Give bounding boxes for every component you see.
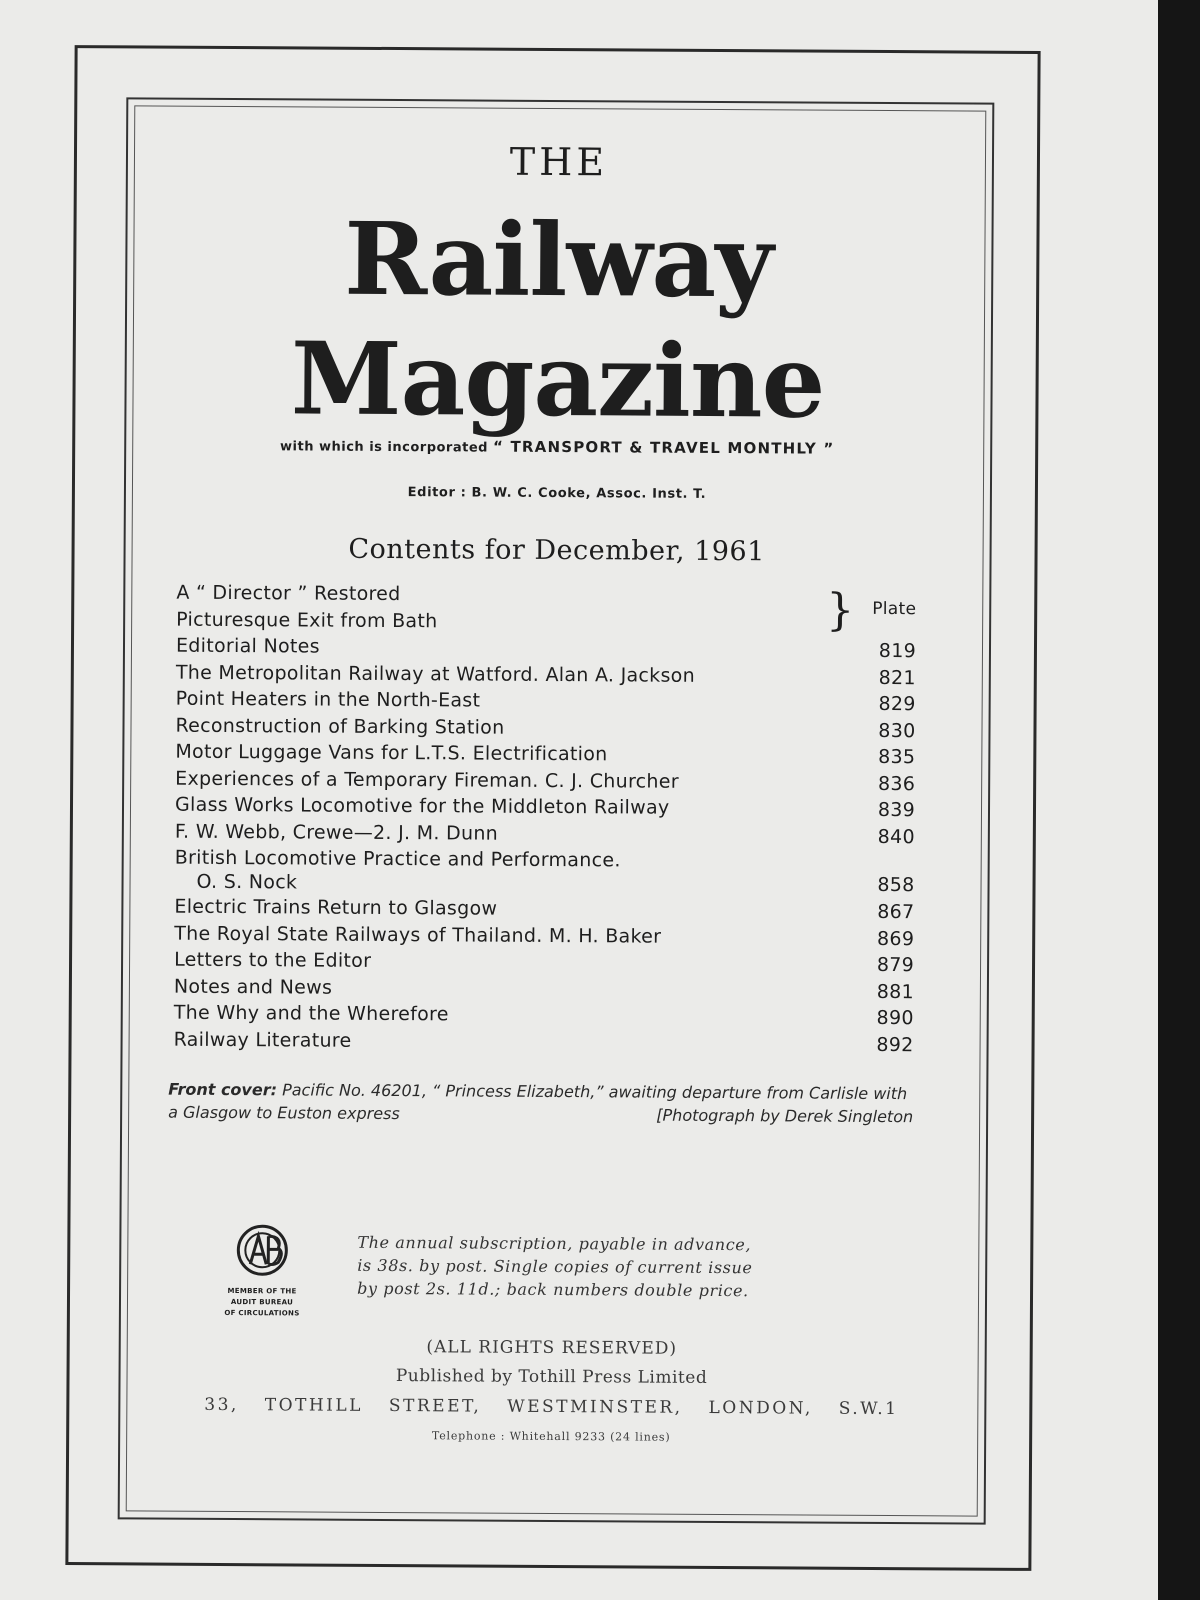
abc-caption <box>212 1286 312 1320</box>
toc-entry-page: 892 <box>876 1033 914 1056</box>
masthead-title-line1: Railway <box>343 199 773 321</box>
abc-emblem-icon <box>212 1218 312 1285</box>
toc-entry-title: Notes and News <box>173 975 333 999</box>
abc-caption-line1: MEMBER OF THE <box>227 1287 297 1296</box>
toc-entry-title: The Why and the Wherefore <box>173 1001 449 1026</box>
toc-entry-title: Motor Luggage Vans for L.T.S. Electrification <box>175 740 608 766</box>
contents-heading: Contents for December, 1961 <box>348 533 765 568</box>
incorporated-prefix: with which is incorporated <box>280 439 489 456</box>
plate-label: Plate <box>872 598 917 620</box>
toc-entry[interactable] <box>175 846 915 900</box>
toc-entry-page: 821 <box>878 666 916 689</box>
publisher-line: Published by Tothill Press Limited <box>395 1366 708 1388</box>
abc-logo <box>212 1218 313 1339</box>
toc-entry-page: 879 <box>876 953 915 977</box>
brace-icon: } <box>826 584 855 636</box>
incorporated-title: “ TRANSPORT & TRAVEL MONTHLY ” <box>492 437 835 458</box>
photo-credit: [Photograph by Derek Singleton <box>656 1105 914 1127</box>
toc-entry-page: 829 <box>878 692 916 716</box>
table-of-contents <box>174 581 917 1059</box>
publisher-address: 33, TOTHILL STREET, WESTMINSTER, LONDON, S.W.1 <box>204 1394 899 1420</box>
toc-entry-page: 867 <box>877 900 915 924</box>
subscription-note <box>357 1231 857 1303</box>
toc-entry-title: Letters to the Editor <box>174 948 372 972</box>
abc-caption-line3: OF CIRCULATIONS <box>224 1308 300 1318</box>
toc-entry-title: Picturesque Exit from Bath <box>176 608 438 632</box>
toc-entry[interactable] <box>174 1027 914 1058</box>
incorporated-note <box>152 436 962 459</box>
toc-entry-title <box>175 846 855 898</box>
toc-entry-title: The Metropolitan Railway at Watford. Alan A. Jackson <box>175 661 696 687</box>
toc-entry-page: 840 <box>877 825 915 848</box>
toc-entry-page: 839 <box>877 798 916 822</box>
toc-entry-page: 835 <box>878 745 916 769</box>
rights-reserved: (ALL RIGHTS RESERVED) <box>426 1337 678 1359</box>
subscription-line3: by post 2s. 11d.; back numbers double price. <box>357 1278 749 1301</box>
publisher-telephone: Telephone : Whitehall 9233 (24 lines) <box>431 1429 671 1444</box>
front-cover-caption <box>168 1078 913 1129</box>
toc-entry-title: Reconstruction of Barking Station <box>175 714 505 739</box>
toc-entry-title-line1: British Locomotive Practice and Performance. <box>174 846 621 872</box>
subscription-line1: The annual subscription, payable in advance, <box>357 1232 752 1255</box>
toc-entry-page: 890 <box>876 1006 914 1030</box>
toc-entry-page: 881 <box>876 980 914 1003</box>
toc-entry-title: The Royal State Railways of Thailand. M. H. Baker <box>174 922 662 948</box>
toc-entry-title: A “ Director ” Restored <box>176 581 401 606</box>
toc-entry-title: Point Heaters in the North-East <box>175 687 481 712</box>
toc-entry-page: 836 <box>877 772 916 795</box>
toc-entry-title: Experiences of a Temporary Fireman. C. J. Churcher <box>175 767 679 793</box>
subscription-line2: is 38s. by post. Single copies of current issue <box>357 1255 753 1278</box>
masthead-the: THE <box>509 139 609 185</box>
toc-entry-title: Electric Trains Return to Glasgow <box>174 895 498 920</box>
masthead-title-line2: Magazine <box>290 319 825 441</box>
toc-entry-page: 830 <box>878 719 916 742</box>
front-cover-text: Pacific No. 46201, “ Princess Elizabeth,” awaiting departure from Carlisle with a Glasgow to Euston express <box>168 1080 908 1124</box>
toc-entry-page: 858 <box>877 873 915 897</box>
toc-entry-title: Editorial Notes <box>175 634 320 658</box>
toc-entry-page: 819 <box>878 639 917 663</box>
editor-credit: Editor : B. W. C. Cooke, Assoc. Inst. T. <box>407 485 707 502</box>
plate-bracket <box>826 584 917 636</box>
page-edge-shadow <box>1158 0 1200 1600</box>
contents-page <box>146 128 964 1503</box>
front-cover-label: Front cover: <box>168 1079 278 1100</box>
abc-caption-line2: AUDIT BUREAU <box>230 1298 294 1307</box>
toc-entry-title: F. W. Webb, Crewe—2. J. M. Dunn <box>174 820 499 845</box>
toc-entry-title: Glass Works Locomotive for the Middleton Railway <box>174 793 670 819</box>
toc-entry-title: Railway Literature <box>173 1028 352 1052</box>
toc-entry-author: O. S. Nock <box>196 870 298 894</box>
toc-entry-page: 869 <box>877 927 915 950</box>
